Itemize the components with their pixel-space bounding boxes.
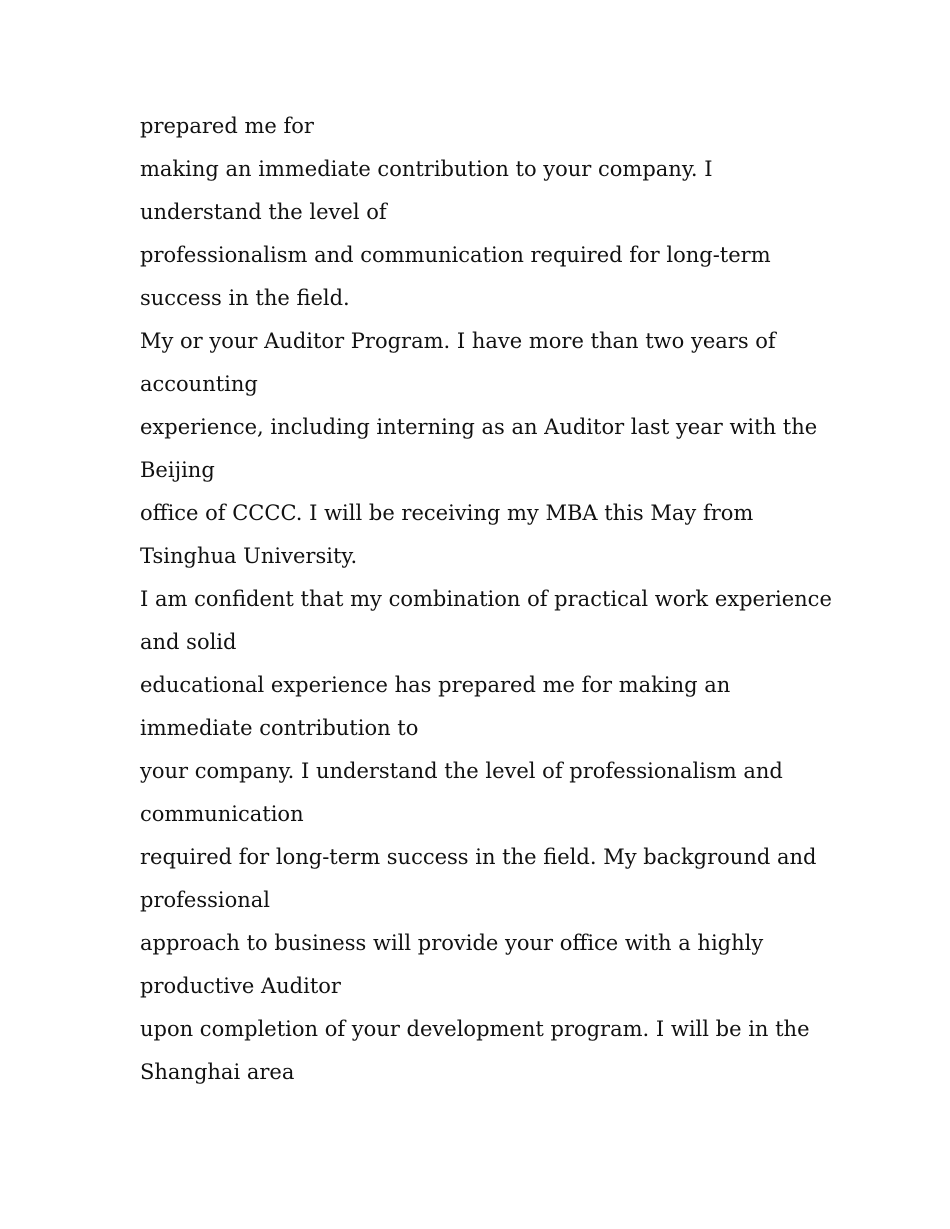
text-line: your company. I understand the level of professionalism and bbox=[140, 759, 783, 783]
text-line: My or your Auditor Program. I have more than two years of bbox=[140, 329, 776, 353]
text-line: I am confident that my combination of practical work experience bbox=[140, 587, 832, 611]
text-line: accounting bbox=[140, 372, 258, 396]
text-line: productive Auditor bbox=[140, 974, 341, 998]
text-line: professional bbox=[140, 888, 270, 912]
text-line: communication bbox=[140, 802, 304, 826]
text-line: making an immediate contribution to your company. I bbox=[140, 157, 713, 181]
text-line: prepared me for bbox=[140, 114, 314, 138]
text-line: professionalism and communication required for long-term bbox=[140, 243, 771, 267]
text-line: and solid bbox=[140, 630, 237, 654]
text-line: Shanghai area bbox=[140, 1060, 295, 1084]
text-line: educational experience has prepared me for making an bbox=[140, 673, 731, 697]
text-line: Beijing bbox=[140, 458, 215, 482]
text-line: experience, including interning as an Auditor last year with the bbox=[140, 415, 818, 439]
text-line: upon completion of your development program. I will be in the bbox=[140, 1017, 810, 1041]
text-line: success in the field. bbox=[140, 286, 350, 310]
text-line: understand the level of bbox=[140, 200, 387, 224]
text-line: approach to business will provide your office with a highly bbox=[140, 931, 764, 955]
letter-body bbox=[140, 105, 832, 1094]
text-line: required for long-term success in the field. My background and bbox=[140, 845, 817, 869]
text-line: immediate contribution to bbox=[140, 716, 419, 740]
text-line: Tsinghua University. bbox=[140, 544, 358, 568]
text-line: office of CCCC. I will be receiving my MBA this May from bbox=[140, 501, 754, 525]
